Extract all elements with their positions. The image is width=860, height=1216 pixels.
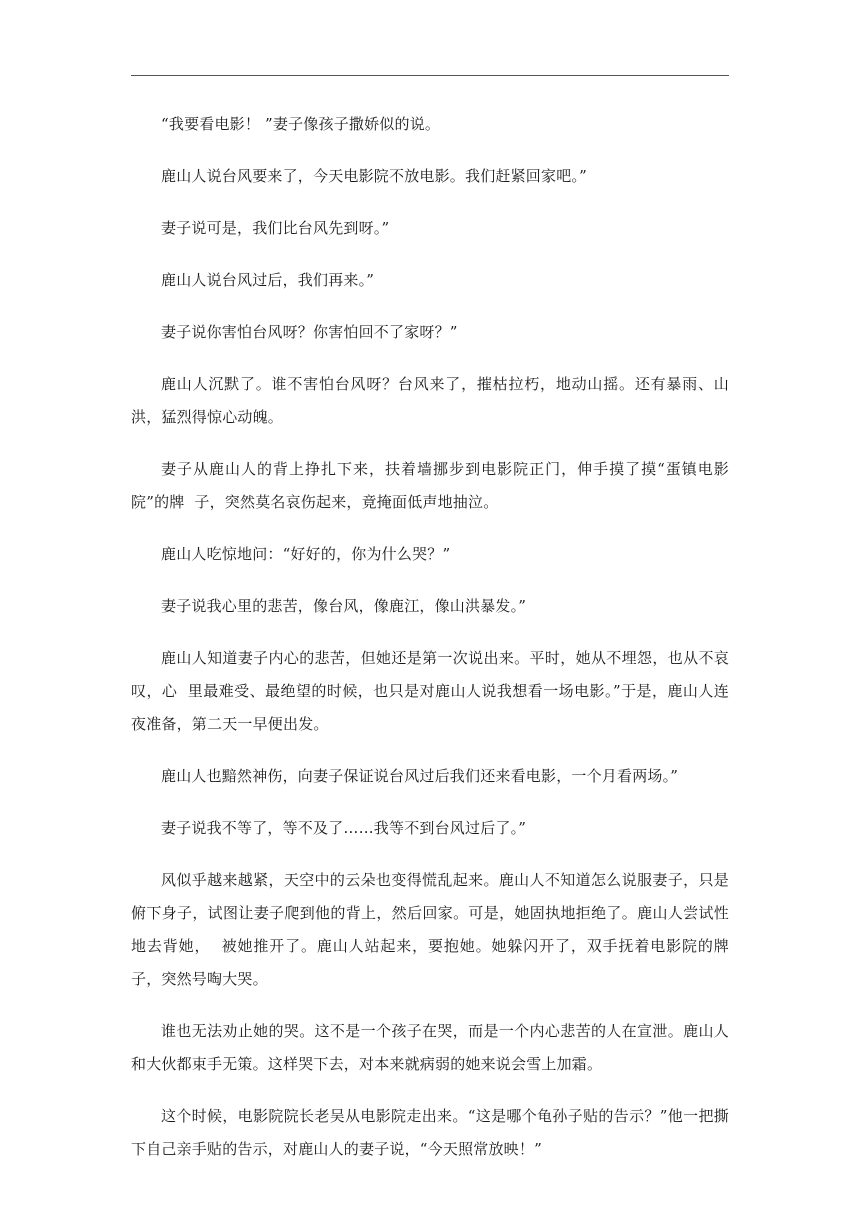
paragraph: 妻子说我心里的悲苦，像台风，像鹿江，像山洪暴发。” [161,597,527,615]
paragraph: 鹿山人吃惊地问：“好好的，你为什么哭？” [161,545,451,563]
paragraph: 风似乎越来越紧，天空中的云朵也变得慌乱起来。鹿山人不知道怎么说服妻子，只是俯下身子，试图让妻子爬到他的背上，然后回家。可是，她固执地拒绝了。鹿山人尝试性地去背她， 被她推开了。鹿山人站起来，要抱她。她躲闪开了，双手抚着电影院的牌子，突然号啕大哭。 [131,871,729,988]
paragraph: 妻子说我不等了，等不及了……我等不到台风过后了。” [161,819,527,837]
header-rule [131,75,729,76]
body-text [131,108,729,1185]
paragraph: 这个时候，电影院院长老吴从电影院走出来。“这是哪个龟孙子贴的告示？”他一把撕下自己亲手贴的告示，对鹿山人的妻子说，“今天照常放映！” [131,1107,729,1158]
paragraph: 妻子从鹿山人的背上挣扎下来，扶着墙挪步到电影院正门，伸手摸了摸“蛋镇电影院”的牌 子，突然莫名哀伤起来，竟掩面低声地抽泣。 [131,460,729,511]
paragraph: 鹿山人也黯然神伤，向妻子保证说台风过后我们还来看电影，一个月看两场。” [161,767,679,785]
paragraph: “我要看电影！ ”妻子像孩子撒娇似的说。 [161,115,441,133]
paragraph: 鹿山人说台风要来了，今天电影院不放电影。我们赶紧回家吧。” [161,167,587,185]
paragraph: 妻子说可是，我们比台风先到呀。” [161,219,390,237]
paragraph: 鹿山人知道妻子内心的悲苦，但她还是第一次说出来。平时，她从不埋怨，也从不哀叹，心 里最难受、最绝望的时候，也只是对鹿山人说我想看一场电影。”于是，鹿山人连夜准备，第二天一早便出发。 [131,649,729,733]
paragraph: 谁也无法劝止她的哭。这不是一个孩子在哭，而是一个内心悲苦的人在宣泄。鹿山人和大伙都束手无策。这样哭下去，对本来就病弱的她来说会雪上加霜。 [131,1022,729,1073]
paragraph: 鹿山人沉默了。谁不害怕台风呀？台风来了，摧枯拉朽，地动山摇。还有暴雨、山洪，猛烈得惊心动魄。 [131,375,729,426]
paragraph: 鹿山人说台风过后，我们再来。” [161,271,375,289]
paragraph: 妻子说你害怕台风呀？你害怕回不了家呀？” [161,323,458,341]
